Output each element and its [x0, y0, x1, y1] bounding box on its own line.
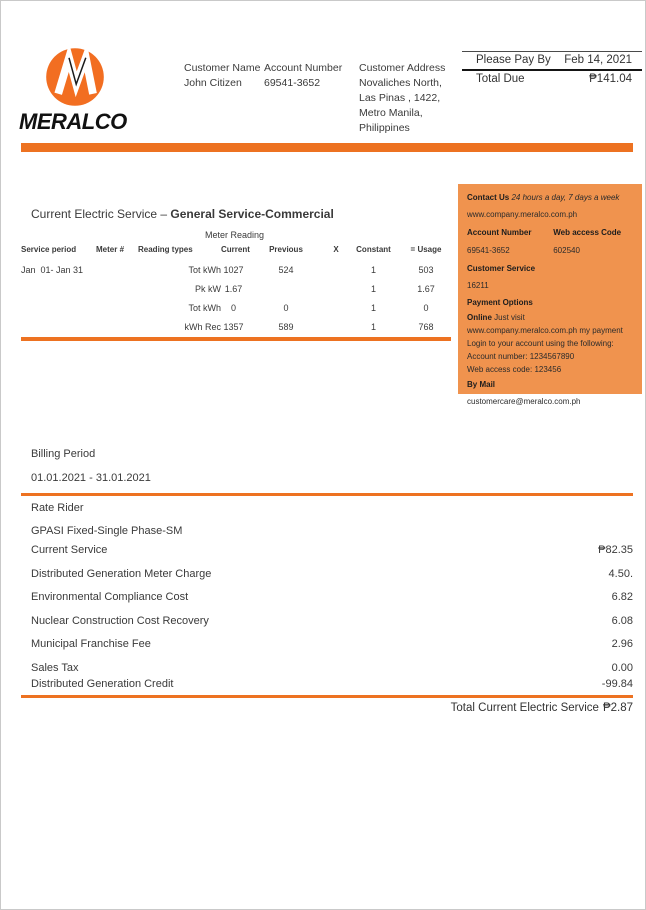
charge-label: Environmental Compliance Cost [31, 591, 189, 603]
pay-by-table [462, 51, 642, 88]
customer-name-label: Customer Name [184, 62, 261, 74]
col-header-usage: = Usage [410, 245, 442, 254]
address-line: Philippines [359, 122, 410, 134]
online-label: Online [467, 313, 492, 322]
charge-label: Distributed Generation Meter Charge [31, 567, 212, 580]
contact-email: customercare@meralco.com.ph [467, 397, 581, 406]
total-line [233, 702, 633, 714]
customer-name-block [184, 61, 260, 91]
by-mail-label: By Mail [467, 380, 496, 389]
table-row: Tot kWh 0 0 1 0 [188, 302, 429, 313]
pay-by-label: Please Pay By [476, 54, 551, 66]
account-number-value: 69541-3652 [264, 77, 321, 89]
charge-label: Sales Tax [31, 661, 79, 674]
charge-label: Nuclear Construction Cost Recovery [31, 614, 209, 627]
charge-row [31, 544, 633, 568]
web-access-code-label: Web access Code [553, 228, 622, 237]
total-due-value: ₱141.04 [589, 73, 632, 85]
contact-box [458, 184, 642, 406]
pay-by-row [462, 51, 642, 71]
charge-amount: 4.50. [608, 567, 633, 580]
section-title-bold: General Service-Commercial [170, 207, 334, 221]
contact-website: www.company.meralco.com.ph [467, 210, 578, 219]
charge-label: Current Service [31, 544, 108, 556]
address-line: Las Pinas , 1422, [359, 92, 441, 104]
col-header-previous: Previous [269, 245, 303, 254]
rate-rider-value: GPASI Fixed-Single Phase-SM [31, 525, 183, 537]
col-header-service-period: Service period [21, 245, 77, 254]
address-line: Metro Manila, [359, 107, 423, 119]
customer-name-value: John Citizen [184, 77, 242, 89]
box-account-number-label: Account Number [467, 228, 532, 237]
billing-period-label: Billing Period [31, 448, 96, 460]
box-account-number-value: 69541-3652 [467, 246, 510, 255]
col-header-meter: Meter # [96, 245, 125, 254]
table-row: Jan 01- Jan 31 Tot kWh 1027 524 1 503 [21, 264, 434, 275]
meralco-logo-icon [45, 47, 105, 107]
table-row: kWh Rec 1357 589 1 768 [184, 321, 434, 332]
col-header-x: X [333, 245, 339, 254]
section-title-regular: Current Electric Service – [31, 207, 168, 221]
charge-row [31, 662, 633, 678]
login-account: Account number: 1234567890 [467, 352, 575, 361]
charge-row [31, 615, 633, 639]
contact-account-labels [467, 227, 633, 238]
customer-address-label: Customer Address [359, 62, 446, 74]
address-line: Novaliches North, [359, 77, 442, 89]
meter-table-divider-bar [21, 337, 451, 341]
meralco-wordmark: MERALCO [19, 109, 127, 134]
contact-account-values [467, 245, 633, 256]
customer-service-label: Customer Service [467, 264, 536, 273]
charge-label: Municipal Franchise Fee [31, 638, 151, 650]
account-number-block [264, 61, 342, 91]
col-header-current: Current [221, 245, 250, 254]
online-url: www.company.meralco.com.ph my payment [467, 326, 623, 335]
charge-amount: 6.82 [611, 591, 633, 603]
header-divider-bar [21, 143, 633, 152]
meter-reading-label: Meter Reading [204, 230, 265, 240]
charge-row [31, 591, 633, 615]
total-due-row [462, 71, 642, 88]
col-header-reading-types: Reading types [138, 245, 193, 254]
total-label: Total Current Electric Service [450, 702, 599, 714]
online-text: Just visit [494, 313, 525, 322]
contact-hours-note: 24 hours a day, 7 days a week [511, 193, 620, 202]
login-text: Login to your account using the following: [467, 339, 614, 348]
charge-amount: -99.84 [601, 677, 633, 690]
pay-by-date: Feb 14, 2021 [564, 54, 632, 66]
charge-row [31, 568, 633, 592]
rate-rider-label: Rate Rider [31, 502, 84, 514]
contact-us-label: Contact Us [467, 193, 510, 202]
contact-title-line [467, 192, 633, 203]
charge-amount: ₱82.35 [598, 544, 633, 556]
charge-amount: 0.00 [611, 661, 633, 674]
section-title [31, 207, 334, 221]
charges-list [31, 544, 633, 694]
charge-amount: 6.08 [611, 614, 633, 627]
charge-row [31, 678, 633, 694]
total-divider-bar [21, 695, 633, 698]
total-due-label: Total Due [476, 73, 525, 85]
charge-row [31, 638, 633, 662]
payment-options-label: Payment Options [467, 298, 533, 307]
col-header-constant: Constant [356, 245, 391, 254]
account-number-label: Account Number [264, 62, 343, 74]
billing-period-value: 01.01.2021 - 31.01.2021 [31, 472, 151, 484]
charge-label: Distributed Generation Credit [31, 677, 174, 690]
meter-reading-table [21, 245, 451, 336]
rate-rider-divider-bar [21, 493, 633, 496]
total-value: ₱2.87 [602, 702, 633, 714]
charge-amount: 2.96 [611, 638, 633, 650]
customer-address-block [359, 61, 459, 136]
web-access-code-value: 602540 [553, 246, 580, 255]
table-header-row [21, 245, 451, 260]
customer-service-number: 16211 [467, 281, 489, 290]
login-web-access: Web access code: 123456 [467, 365, 562, 374]
online-line [467, 312, 633, 323]
table-row: Pk kW 1.67 1 1.67 [195, 283, 435, 294]
